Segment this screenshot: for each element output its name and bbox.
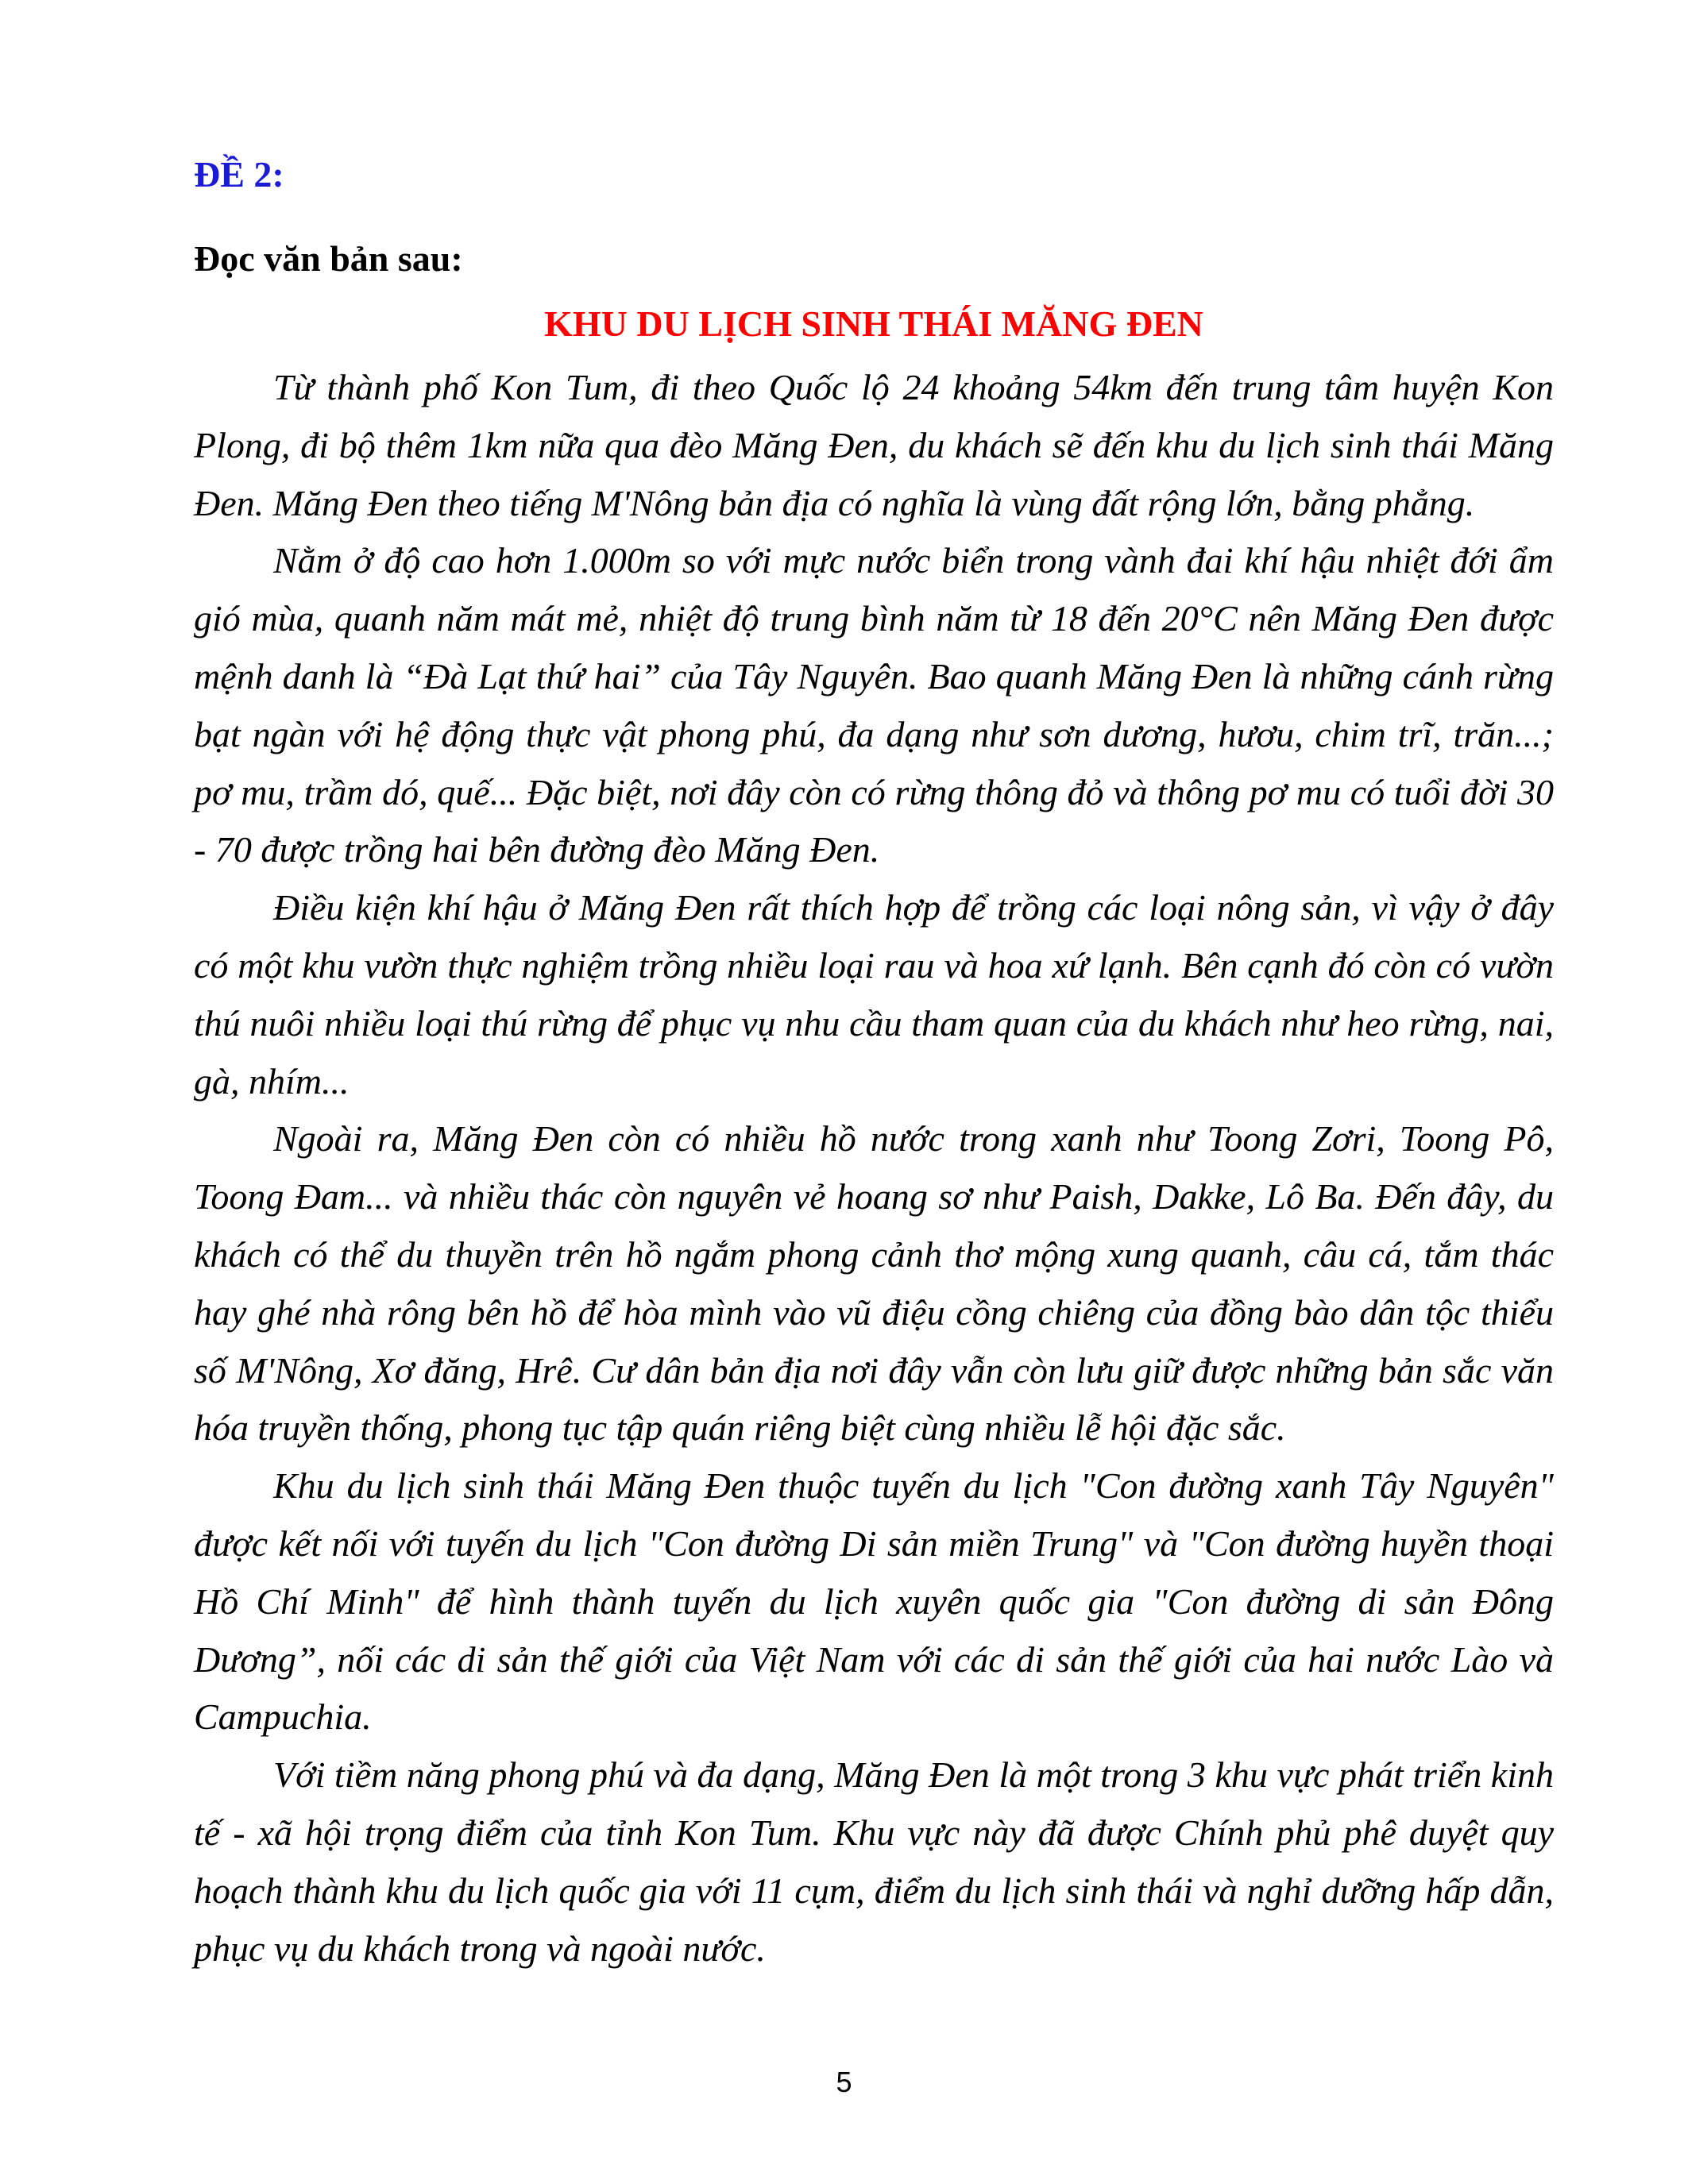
document-content [194, 151, 1554, 1978]
paragraph-6: Với tiềm năng phong phú và đa dạng, Măng Đen là một trong 3 khu vực phát triển kinh tế - xã hội trọng điểm của tỉnh Kon Tum. Khu vực này đã được Chính phủ phê duyệt quy hoạch thành khu du lịch quốc gia với 11 cụm, điểm du lịch sinh thái và nghỉ dưỡng hấp dẫn, phục vụ du khách trong và ngoài nước. [194, 1754, 1554, 1969]
page-number: 5 [836, 2066, 852, 2098]
paragraph-3: Điều kiện khí hậu ở Măng Đen rất thích hợp để trồng các loại nông sản, vì vậy ở đây có một khu vườn thực nghiệm trồng nhiều loại rau và hoa xứ lạnh. Bên cạnh đó còn có vườn thú nuôi nhiều loại thú rừng để phục vụ nhu cầu tham quan của du khách như heo rừng, nai, gà, nhím... [194, 887, 1554, 1102]
article-title: KHU DU LỊCH SINH THÁI MĂNG ĐEN [544, 303, 1203, 344]
paragraph-4: Ngoài ra, Măng Đen còn có nhiều hồ nước trong xanh như Toong Zơri, Toong Pô, Toong Đam... và nhiều thác còn nguyên vẻ hoang sơ như Paish, Dakke, Lô Ba. Đến đây, du khách có thể du thuyền trên hồ ngắm phong cảnh thơ mộng xung quanh, câu cá, tắm thác hay ghé nhà rông bên hồ để hòa mình vào vũ điệu cồng chiêng của đồng bào dân tộc thiểu số M'Nông, Xơ đăng, Hrê. Cư dân bản địa nơi đây vẫn còn lưu giữ được những bản sắc văn hóa truyền thống, phong tục tập quán riêng biệt cùng nhiều lễ hội đặc sắc. [194, 1118, 1554, 1449]
exam-label: ĐỀ 2: [194, 154, 284, 195]
instruction-text: Đọc văn bản sau: [194, 238, 463, 279]
paragraph-1: Từ thành phố Kon Tum, đi theo Quốc lộ 24 khoảng 54km đến trung tâm huyện Kon Plong, đi bộ thêm 1km nữa qua đèo Măng Đen, du khách sẽ đến khu du lịch sinh thái Măng Đen. Măng Đen theo tiếng M'Nông bản địa có nghĩa là vùng đất rộng lớn, bằng phẳng. [194, 367, 1554, 523]
paragraph-5: Khu du lịch sinh thái Măng Đen thuộc tuyến du lịch "Con đường xanh Tây Nguyên" được kết nối với tuyến du lịch "Con đường Di sản miền Trung" và "Con đường huyền thoại Hồ Chí Minh" để hình thành tuyến du lịch xuyên quốc gia "Con đường di sản Đông Dương”, nối các di sản thế giới của Việt Nam với các di sản thế giới của hai nước Lào và Campuchia. [194, 1465, 1554, 1738]
paragraph-2: Nằm ở độ cao hơn 1.000m so với mực nước biển trong vành đai khí hậu nhiệt đới ẩm gió mùa, quanh năm mát mẻ, nhiệt độ trung bình năm từ 18 đến 20°C nên Măng Đen được mệnh danh là “Đà Lạt thứ hai” của Tây Nguyên. Bao quanh Măng Đen là những cánh rừng bạt ngàn với hệ động thực vật phong phú, đa dạng như sơn dương, hươu, chim trĩ, trăn...; pơ mu, trầm dó, quế... Đặc biệt, nơi đây còn có rừng thông đỏ và thông pơ mu có tuổi đời 30 - 70 được trồng hai bên đường đèo Măng Đen. [194, 540, 1554, 870]
